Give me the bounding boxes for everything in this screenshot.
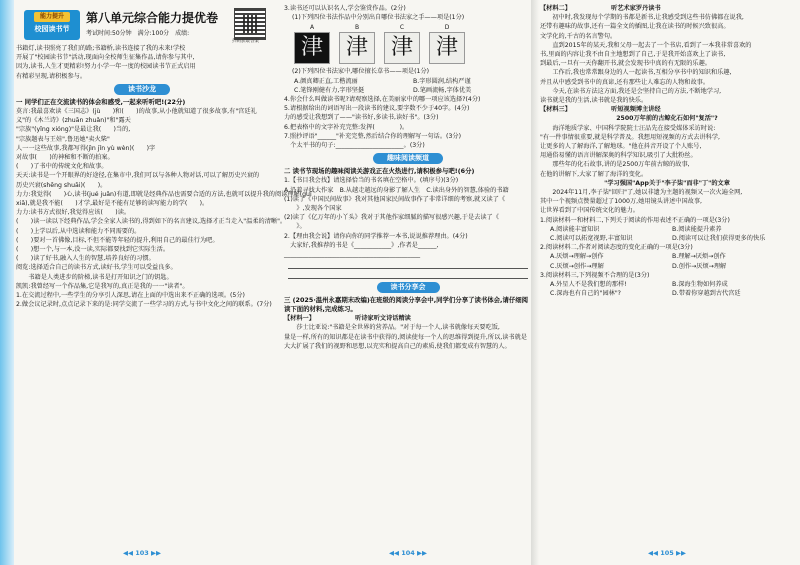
text-line: ____________________________________________ bbox=[284, 251, 421, 259]
answer-line[interactable] bbox=[288, 259, 528, 269]
section-banner-label: 趣味阅读频道 bbox=[373, 153, 443, 164]
text-line: 让更多的人了解海洋,了解地球。"他在抖音开设了个人账号, bbox=[540, 143, 702, 151]
question-list bbox=[16, 291, 272, 309]
option-label: D bbox=[444, 24, 450, 32]
section-prompt: 一 同学们正在交流读书的体会和感受,一起来听听吧!(22分) bbox=[16, 97, 186, 106]
calligraphy-option[interactable] bbox=[339, 24, 375, 64]
page-title: 第八单元综合能力提优卷 bbox=[86, 11, 219, 25]
text-line: 2024年11月,李子柒"回归"了,她以非遗为主题的视频又一次火遍全网, bbox=[540, 189, 743, 197]
text-line: 因为,读书,人生才更精彩!努力小学一年一度的校园读书节正式启用 bbox=[16, 63, 196, 71]
text-line: 并且从中感受到书中的真谛,还有那些让人难忘的人物和故事。 bbox=[540, 78, 710, 86]
text-line: 工作后,我也常常跟身边的人一起读书,互相分享书中的知识和乐趣, bbox=[540, 69, 732, 77]
text-line: 直到2015年的某天,我和父母一起去了一个书店,看到了一本我非常喜欢的 bbox=[540, 41, 752, 49]
material-quote-title: "学习强国"App关于"李子柒"而非"丁"的文章 bbox=[604, 179, 730, 187]
text-line: 义"的《木兰诗》(zhuān zhuǎn)"和"露天 bbox=[16, 117, 131, 125]
text-line: (1)读了《中国民间故事》我对其他国家民间故事作了非常详细的考察,就又读了《 bbox=[284, 195, 506, 203]
text-line: 力的感受让我想到了——"读书好,多读书,读好书"。(3分) bbox=[284, 114, 439, 122]
page-number: ◀◀ 105 ▶▶ bbox=[647, 549, 687, 557]
text-line: ( )上学以后,从中选读和能力不同需要的。 bbox=[16, 227, 141, 235]
answer-option[interactable]: A.阅读能丰富知识 bbox=[550, 225, 600, 233]
text-line: 大家好,我推荐的书是《____________》,作者是______, bbox=[284, 241, 439, 249]
text-line: 用通俗易懂的语言讲解深奥的科学知识,吸引了大批粉丝。 bbox=[540, 152, 697, 160]
answer-option[interactable]: C.厌烦→创作→理解 bbox=[550, 262, 604, 270]
material-title: 【材料三】 听短视频博主讲经 bbox=[540, 106, 661, 114]
answer-option[interactable]: D.创作→厌烦→理解 bbox=[672, 262, 727, 270]
answer-option[interactable]: C.深海也有自己的"园林"? bbox=[550, 290, 621, 298]
material-body bbox=[540, 188, 794, 216]
calligraphy-option[interactable] bbox=[384, 24, 420, 64]
text-line: ( )读了好书,融入人生的智慧,培养良好的习惯。 bbox=[16, 255, 155, 263]
answer-option[interactable]: B.理解→厌烦→创作 bbox=[672, 253, 726, 261]
text-line: "有一件事情很重要,就是科学普及。我想用短视频的方式去讲科学, bbox=[540, 133, 721, 141]
page-number: ◀◀ 104 ▶▶ bbox=[388, 549, 428, 557]
material-body bbox=[540, 13, 794, 105]
question-list bbox=[284, 95, 532, 150]
text-line: 读书就是我的生活,读书就是我的快乐。 bbox=[540, 97, 648, 105]
brand-logo bbox=[24, 10, 80, 40]
text-line: 人一一这些故事,我都写得(jìn jǐn yù wèn)( )字 bbox=[16, 144, 156, 152]
text-line: xiā),就是我不能( )才学,最好是不能有足够的读写能力的学( )。 bbox=[16, 200, 209, 208]
text-line: 1.【书目我会找】请选择恰当的书名填在空格中。(填序号)(3分) bbox=[284, 177, 459, 185]
section-banner bbox=[284, 282, 532, 293]
answer-option[interactable]: D.阅读可以让我们获得更多的快乐 bbox=[672, 235, 766, 243]
intro-paragraph bbox=[16, 44, 268, 81]
text-line: 7.照抄评语"______"补充完整,然后结合你的理解写一句话。(3分) bbox=[284, 132, 462, 140]
page-left bbox=[16, 4, 312, 560]
section-banner bbox=[16, 84, 268, 95]
calligraphy-image: 津 bbox=[384, 32, 420, 64]
option-label: B bbox=[354, 24, 360, 32]
text-line: 今天,在读书方法这方面,我还是会坚持自己的方法,不断地学习, bbox=[540, 87, 722, 95]
question: 1.阅读材料一和材料二,下列关于阅读的作用表述不正确的一项是(3分) bbox=[540, 216, 730, 224]
question: 2.阅读材料二,作者对阅读态度的变化正确的一项是(3分) bbox=[540, 244, 693, 252]
text-line: 初中时,我发现每个学期的书都是新书,让我感受到这些书仿佛都在说我, bbox=[540, 14, 744, 22]
answer-option[interactable]: A.颜真卿正直,工楷流丽 bbox=[294, 77, 358, 85]
answer-line[interactable] bbox=[288, 269, 528, 279]
question: (1)下列四位书法作品中分别出自哪位书法家之手——项是(1分) bbox=[292, 14, 465, 22]
material-body bbox=[540, 124, 794, 179]
text-line: ( )读一读以下经典作品,学会全家人读书的,得到如下的名言建议,选择才正当走入"温柔的清晰"。 bbox=[16, 218, 287, 226]
text-line: 有精彩呈现,请积极参与。 bbox=[16, 72, 87, 80]
page-header bbox=[16, 4, 268, 44]
text-line: 5.请根据给出的词语写出一段读书的建议,要字数不少于40字。(4分) bbox=[284, 105, 470, 113]
text-line: 大大扩展了我们的视野和思想,以充实和提高自己的素质,使我们都变成有智慧的人。 bbox=[284, 342, 511, 350]
section-prompt: 三 (2025·温州永嘉期末改编)在班级的阅读分享会中,同学们分享了读书体会,请仔细阅读下面的材料,完成练习。 bbox=[284, 296, 529, 314]
text-line: 还带有趣味的故事,还有一篇全文的插图,让我在读书的时候兴致很高。 bbox=[540, 23, 730, 31]
text-line: ( )要对一首佛像,目标,不但不能等年轻的提升,利用自己的最佳行为吧。 bbox=[16, 236, 219, 244]
section-banner-label: 读书分享会 bbox=[377, 282, 440, 293]
qr-code-icon[interactable] bbox=[234, 8, 266, 40]
text-line: 书籍是人类进步的阶梯,读书是打开知识之门的钥匙。 bbox=[16, 273, 173, 281]
question: 3.读书还可以认识名人,学会鉴赏作品。(2分) bbox=[284, 5, 406, 12]
section-prompt: 二 读书节现场的趣味阅读关游戏正在火热进行,请积极参与吧!(6分) bbox=[284, 167, 475, 176]
brand-top: 能力提升 bbox=[34, 12, 70, 22]
text-line: "宗族题表与王娃",鲁迅她"卖火柴" bbox=[16, 135, 110, 143]
text-line: 历史兴衰(shēng shuāi)( )。 bbox=[16, 181, 107, 189]
calligraphy-image: 津 bbox=[429, 32, 465, 64]
options bbox=[540, 280, 794, 298]
text-line: 那些年的化石故事,讲的是2500万年前古鲸的故事, bbox=[540, 161, 690, 169]
section-body bbox=[284, 176, 532, 259]
exam-meta: 考试时间:50分钟 满分:100分 成绩: bbox=[86, 30, 190, 37]
answer-option[interactable]: A.外星人不是我们想的那样! bbox=[550, 281, 627, 289]
question: (2)下列四位书法家中,哪位擅长草书——项是(1分) bbox=[292, 68, 430, 76]
text-line: 力力:读书方式很好,我觉得应该( )读。 bbox=[16, 209, 131, 217]
book-spine bbox=[0, 0, 14, 565]
material-subtitle: 2500万年前的古鲸化石如何"复活"? bbox=[616, 115, 718, 123]
option-label: C bbox=[399, 24, 405, 32]
calligraphy-image: 津 bbox=[294, 32, 330, 64]
text-line: 到最后,一旦有一天你翻开书,就会发现书中真的有无限的乐趣。 bbox=[540, 60, 711, 68]
calligraphy-image: 津 bbox=[339, 32, 375, 64]
page-right bbox=[540, 4, 794, 560]
text-line: 2.【理由我会说】请你向你的同学推荐一本书,说说推荐理由。(4分) bbox=[284, 232, 468, 240]
text-line: 书籍灯,读书照亮了我们的路;书籍桥,读书连接了我的未来!学校 bbox=[16, 45, 186, 52]
section-banner-label: 读书沙龙 bbox=[114, 84, 170, 95]
answer-option[interactable]: C.阅读可以拓宽视野,丰富知识 bbox=[550, 235, 633, 243]
text-line: 》。 bbox=[284, 223, 306, 231]
page-gutter bbox=[531, 0, 539, 565]
text-line: 阅览:选择适合自己的读书方式,读好书,学生可以受益良多。 bbox=[16, 264, 177, 272]
text-line: 海洋地质学家、中国科学院院士汪品先在接受媒体采访时说: bbox=[540, 124, 716, 132]
text-line: A.沿着寻找大作家 B.从越走越远的身影了解人生 C.读出身外的智慧,体验的书籍 bbox=[284, 186, 509, 194]
brand-bottom: 校园读书节 bbox=[34, 25, 70, 33]
text-line: 4.你会什么叫做读书呢?请观察选择,在美丽家中的哪一项应该选择?(4分) bbox=[284, 96, 481, 104]
text-line: 莫言:我最喜欢读《三国志》(jù )和( )的故事,从小他就知道了很多故事,有"宫廷礼 bbox=[16, 108, 257, 116]
material-body bbox=[284, 323, 532, 351]
text-line: 力力:我觉得( )心,读书(jué juǎn)有道,即就是经典作品也需要合适的方法,也就可以提升我的阅读理解(guī bbox=[16, 190, 312, 198]
answer-option[interactable]: B.字形圆润,结构严谨 bbox=[413, 77, 471, 85]
material-title: 【材料二】 听艺术家罗丹读书 bbox=[540, 5, 661, 12]
answer-option[interactable]: B.阅读能提升素养 bbox=[672, 225, 722, 233]
text-line: 1.在交流过程中,一些学生的分享引人深思,请在上面的中选出来不正确的选项。(5分) bbox=[16, 292, 245, 300]
text-line: ( )了书中的传统文化和故事。 bbox=[16, 163, 108, 171]
calligraphy-row bbox=[284, 24, 532, 64]
text-line: "宗族"(yǐng xióng)"是最让我( )当的, bbox=[16, 126, 131, 134]
text-line: 量是一样,所有的知识都是在读书中获得的,阅读使每一个人的思维得到提升,所以,读书就是 bbox=[284, 333, 527, 341]
text-line: 6.把表格中的文字补充完整:发挥( )。 bbox=[284, 123, 409, 131]
material-title: 【材料一】 听诗家听文诗话精读 bbox=[284, 315, 411, 323]
calligraphy-option[interactable] bbox=[294, 24, 330, 64]
text-line: 莎士比亚说:"书籍是全世界的营养品。"对于每一个人,读书就像每天要吃饭, bbox=[284, 324, 500, 332]
text-line: 书,里面的内容让我不由自主地想到了自己,于是我开始喜欢上了读书, bbox=[540, 51, 726, 59]
text-line: 文学化的,千古的名言警句。 bbox=[540, 32, 617, 40]
question-list bbox=[540, 216, 794, 299]
page-number: ◀◀ 103 ▶▶ bbox=[122, 549, 162, 557]
text-line: 天天:读书是一个开眼界的好途径,在集市中,我们可以与各种人物对话,可以了解历史兴衰的 bbox=[16, 172, 260, 180]
text-line: 其中一个视频点赞量超过了1000万,她用镜头讲述中国故事, bbox=[540, 198, 702, 206]
section-body bbox=[16, 107, 312, 291]
answer-option[interactable]: A.厌烦→理解→创作 bbox=[550, 253, 604, 261]
section-banner bbox=[284, 153, 532, 164]
options bbox=[540, 252, 794, 270]
option-label: A bbox=[309, 24, 315, 32]
qr-caption: 扫码获取答案 bbox=[232, 39, 259, 44]
text-line: 在他的讲解下,大家了解了海洋的变化。 bbox=[540, 170, 648, 178]
text-line: 凯凯:我曾经写一个作品集,它是我写的,真正是我的一一"读者"。 bbox=[16, 282, 189, 290]
question: 3.阅读材料三,下列视频不合理的是(3分) bbox=[540, 271, 650, 279]
text-line: 让世界看到了中国传统文化的魅力。 bbox=[540, 207, 639, 215]
text-line: 对故事( )的神秘和不断的拍案。 bbox=[16, 154, 114, 162]
answer-option[interactable]: B.深海生物如何养成 bbox=[672, 281, 728, 289]
options bbox=[284, 77, 532, 95]
text-line: 》,发现各个国家 bbox=[284, 205, 342, 213]
text-line: 2.做会议记录时,点点记录下来的是:同学交流了一些学习的方式,与书中文化之间的联系。(7分) bbox=[16, 301, 272, 309]
calligraphy-option[interactable] bbox=[429, 24, 465, 64]
answer-option[interactable]: D.带着你穿越到古代宫廷 bbox=[672, 290, 741, 298]
options bbox=[540, 225, 794, 243]
text-line: 个太平书的句子:______________________。(3分) bbox=[284, 142, 425, 150]
text-line: (2)读了《亿万年的小丫头》我对于其他作家细腻的描写很感兴趣,于是去读了《 bbox=[284, 214, 499, 222]
text-line: 开展了"校园读书节"活动,现面向全校师生征集作品,请你参与其中, bbox=[16, 54, 195, 62]
answer-option[interactable]: C.笔锋刚健有力,字形坚挺 bbox=[294, 86, 365, 94]
page-middle bbox=[284, 4, 532, 560]
text-line: ( )想一个,与一本,没一读,实际都要找到它实际生活。 bbox=[16, 246, 170, 254]
answer-option[interactable]: D.笔画流畅,字体优美 bbox=[413, 86, 472, 94]
